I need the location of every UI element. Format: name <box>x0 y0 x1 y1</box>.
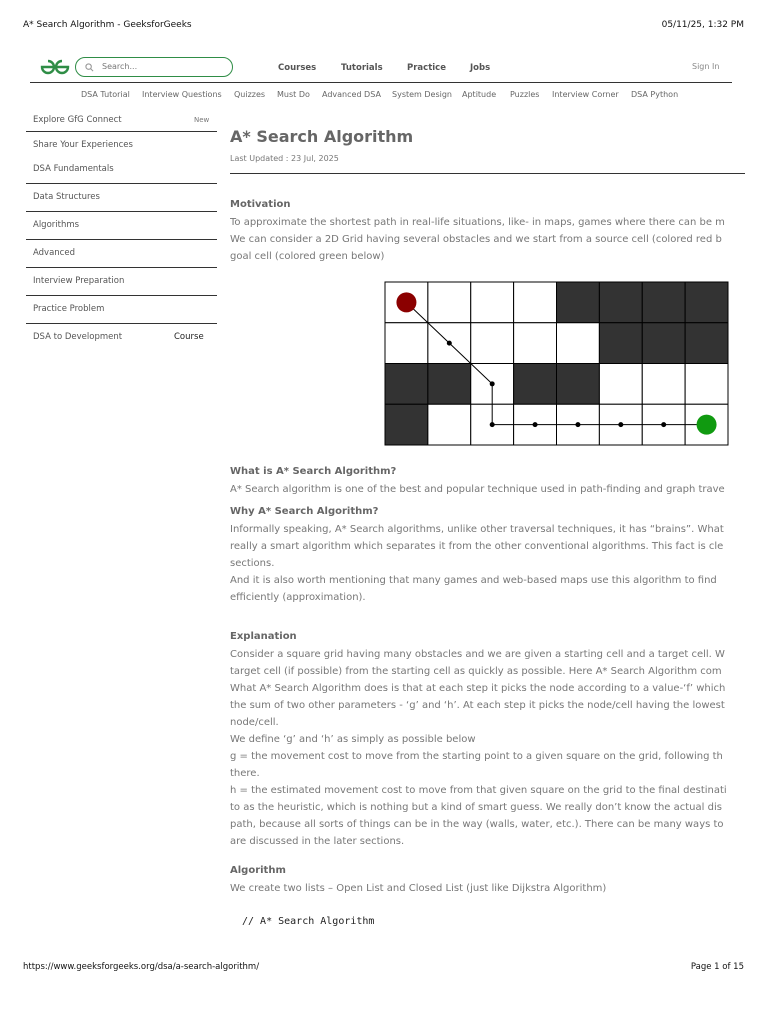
path-node <box>575 422 580 427</box>
sidebar-item-interview-preparation[interactable]: Interview Preparation <box>33 276 125 286</box>
nav-practice[interactable]: Practice <box>407 63 446 73</box>
what-text: A* Search algorithm is one of the best and popular technique used in path-finding and graph trave <box>230 484 725 495</box>
grid-cell <box>471 323 514 364</box>
sidebar-item-dsa-to-development[interactable]: DSA to Development <box>33 332 123 342</box>
sidebar-item-data-structures[interactable]: Data Structures <box>33 192 100 202</box>
source-cell-marker <box>396 292 416 312</box>
search-placeholder: Search... <box>102 62 138 71</box>
grid-cell-blocked <box>642 282 685 323</box>
goal-cell-marker <box>697 415 717 435</box>
grid-cell-blocked <box>642 323 685 364</box>
path-node <box>490 381 495 386</box>
subnav-interview-corner[interactable]: Interview Corner <box>552 90 619 99</box>
sidebar-item-share-experiences[interactable]: Share Your Experiences <box>33 140 133 150</box>
sidebar-new-badge: New <box>194 116 210 124</box>
subnav-dsa-python[interactable]: DSA Python <box>631 90 679 99</box>
paragraph-line: We define ‘g’ and ‘h’ as simply as possible below <box>230 734 476 745</box>
sidebar-item-algorithms[interactable]: Algorithms <box>33 220 80 230</box>
search-icon <box>85 63 94 72</box>
subnav-dsa-tutorial[interactable]: DSA Tutorial <box>81 90 130 99</box>
explanation-text <box>230 646 745 850</box>
paragraph-line: And it is also worth mentioning that many games and web-based maps use this algorithm to find <box>230 575 717 586</box>
nav-jobs[interactable]: Jobs <box>470 63 491 73</box>
sidebar-divider <box>26 183 217 184</box>
print-datetime: 05/11/25, 1:32 PM <box>661 20 744 30</box>
grid-cell <box>514 282 557 323</box>
grid-cell <box>385 323 428 364</box>
paragraph-line: h = the estimated movement cost to move from that given square on the grid to the final destinati <box>230 785 727 796</box>
subnav-must-do[interactable]: Must Do <box>277 90 310 99</box>
search-input[interactable] <box>75 57 233 77</box>
sidebar-divider <box>26 267 217 268</box>
sidebar-item-explore-gfg-connect[interactable]: Explore GfG Connect <box>33 115 122 125</box>
sidebar-divider <box>26 131 217 132</box>
sidebar-course-badge: Course <box>174 332 204 342</box>
paragraph-line: to as the heuristic, which is nothing but a kind of smart guess. We really don’t know the actual dis <box>230 802 722 813</box>
sign-in-link[interactable]: Sign In <box>692 62 720 71</box>
grid-cell <box>514 323 557 364</box>
subnav-advanced-dsa[interactable]: Advanced DSA <box>322 90 381 99</box>
paragraph-line: efficiently (approximation). <box>230 592 366 603</box>
nav-courses[interactable]: Courses <box>278 63 317 73</box>
paragraph-line: What A* Search Algorithm does is that at each step it picks the node according to a value-‘f’ which <box>230 683 726 694</box>
grid-cell-blocked <box>385 364 428 405</box>
last-updated: Last Updated : 23 Jul, 2025 <box>230 154 339 163</box>
grid-cell <box>428 404 471 445</box>
grid-cell-blocked <box>385 404 428 445</box>
path-node <box>447 341 452 346</box>
grid-cell <box>557 323 600 364</box>
header-divider <box>30 82 732 83</box>
paragraph-line: are discussed in the later sections. <box>230 836 405 847</box>
paragraph-line: the sum of two other parameters - ‘g’ and ‘h’. At each step it picks the node/cell having the lowest <box>230 700 725 711</box>
subnav-interview-questions[interactable]: Interview Questions <box>142 90 222 99</box>
grid-cell-blocked <box>685 282 728 323</box>
algorithm-text: We create two lists – Open List and Closed List (just like Dijkstra Algorithm) <box>230 883 607 894</box>
paragraph-line: Consider a square grid having many obstacles and we are given a starting cell and a target cell. W <box>230 649 725 660</box>
footer-page-number: Page 1 of 15 <box>690 962 744 972</box>
sidebar-item-practice-problem[interactable]: Practice Problem <box>33 304 105 314</box>
paragraph-line: there. <box>230 768 260 779</box>
subnav-aptitude[interactable]: Aptitude <box>462 90 497 99</box>
paragraph-line: g = the movement cost to move from the starting point to a given square on the grid, following th <box>230 751 723 762</box>
paragraph-line: path, because all sorts of things can be in the way (walls, water, etc.). There can be many ways to <box>230 819 724 830</box>
grid-cell-blocked <box>557 282 600 323</box>
grid-cell <box>642 364 685 405</box>
grid-cell-blocked <box>514 364 557 405</box>
what-heading: What is A* Search Algorithm? <box>230 466 397 477</box>
sidebar-item-advanced[interactable]: Advanced <box>33 248 75 258</box>
grid-cell-blocked <box>599 282 642 323</box>
why-heading: Why A* Search Algorithm? <box>230 506 379 517</box>
grid-cell <box>428 282 471 323</box>
why-text <box>230 521 745 606</box>
grid-cell-blocked <box>428 364 471 405</box>
title-divider <box>230 173 745 174</box>
code-comment: // A* Search Algorithm <box>242 916 375 927</box>
grid-cell-blocked <box>685 323 728 364</box>
motivation-text <box>230 214 745 265</box>
sidebar-divider <box>26 323 217 324</box>
algorithm-heading: Algorithm <box>230 865 286 876</box>
subnav-quizzes[interactable]: Quizzes <box>234 90 266 99</box>
sidebar-divider <box>26 295 217 296</box>
path-node <box>490 422 495 427</box>
motivation-heading: Motivation <box>230 199 291 210</box>
paragraph-line: goal cell (colored green below) <box>230 251 385 262</box>
paragraph-line: target cell (if possible) from the starting cell as quickly as possible. Here A* Search Algorithm com <box>230 666 722 677</box>
path-node <box>618 422 623 427</box>
grid-cell-blocked <box>557 364 600 405</box>
grid-cell <box>685 364 728 405</box>
paragraph-line: We can consider a 2D Grid having several obstacles and we start from a source cell (colored red b <box>230 234 722 245</box>
page-title: A* Search Algorithm <box>230 127 414 146</box>
astar-grid-figure <box>384 281 729 446</box>
nav-tutorials[interactable]: Tutorials <box>341 63 383 73</box>
paragraph-line: sections. <box>230 558 275 569</box>
grid-cell-blocked <box>599 323 642 364</box>
gfg-logo-icon[interactable] <box>38 58 72 76</box>
sidebar-divider <box>26 211 217 212</box>
paragraph-line: really a smart algorithm which separates it from the other conventional algorithms. This fact is cle <box>230 541 724 552</box>
paragraph-line: To approximate the shortest path in real-life situations, like- in maps, games where there can be m <box>230 217 725 228</box>
grid-cell <box>599 364 642 405</box>
footer-url: https://www.geeksforgeeks.org/dsa/a-search-algorithm/ <box>23 962 260 972</box>
paragraph-line: Informally speaking, A* Search algorithms, unlike other traversal techniques, it has “brains”. What <box>230 524 724 535</box>
path-node <box>661 422 666 427</box>
explanation-heading: Explanation <box>230 631 297 642</box>
subnav-puzzles[interactable]: Puzzles <box>510 90 540 99</box>
sidebar-item-dsa-fundamentals[interactable]: DSA Fundamentals <box>33 164 114 174</box>
paragraph-line: node/cell. <box>230 717 279 728</box>
sidebar-divider <box>26 239 217 240</box>
print-page-title: A* Search Algorithm - GeeksforGeeks <box>23 20 192 30</box>
grid-cell <box>471 282 514 323</box>
subnav-system-design[interactable]: System Design <box>392 90 452 99</box>
path-node <box>533 422 538 427</box>
